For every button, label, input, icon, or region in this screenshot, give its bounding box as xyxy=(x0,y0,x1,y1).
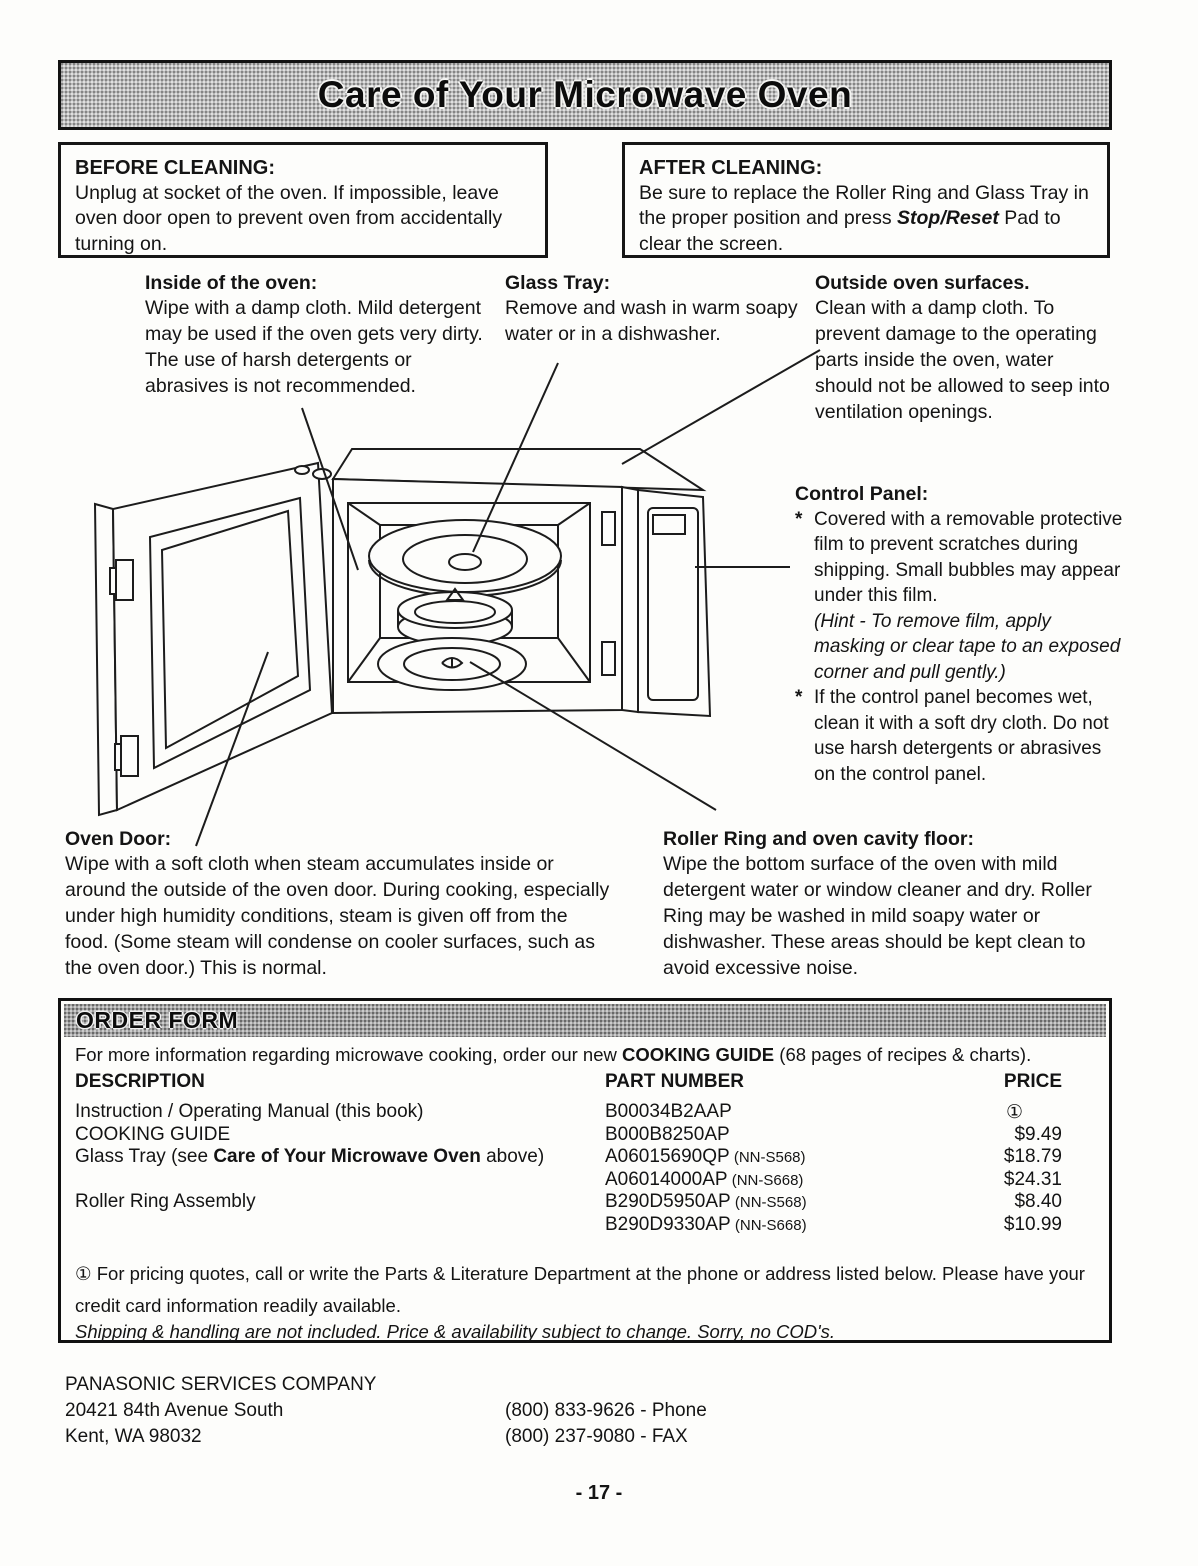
door-hinge-drawing xyxy=(121,736,138,776)
inside-oven-heading: Inside of the oven: xyxy=(145,272,318,294)
order-form-intro: For more information regarding microwave cooking, order our new COOKING GUIDE (68 pages of recipes & charts). xyxy=(75,1044,1032,1065)
order-form-banner xyxy=(64,1004,1106,1037)
before-cleaning-heading: BEFORE CLEANING: xyxy=(75,157,275,179)
row-price: $8.40 xyxy=(1014,1191,1062,1213)
page-number: - 17 - xyxy=(575,1482,623,1504)
after-cleaning-heading: AFTER CLEANING: xyxy=(639,157,823,179)
glass-tray-text: Remove and wash in warm soapy water or in a dishwasher. xyxy=(505,297,798,345)
row-description: Instruction / Operating Manual (this book) xyxy=(75,1101,424,1122)
roller-ring-heading: Roller Ring and oven cavity floor: xyxy=(663,828,974,850)
company-address-2: Kent, WA 98032 xyxy=(65,1426,202,1447)
title-banner xyxy=(58,60,1112,130)
control-panel-hint: (Hint - To remove film, apply masking or clear tape to an exposed corner and pull gently.) xyxy=(814,610,1121,683)
outside-surfaces-text: Clean with a damp cloth. To prevent damage to the operating parts inside the oven, water should not be allowed to seep into ventilation openings. xyxy=(815,297,1110,423)
control-panel-heading: Control Panel: xyxy=(795,483,929,505)
stop-reset-emphasis: Stop/Reset xyxy=(897,207,999,230)
column-price: PRICE xyxy=(1003,1071,1062,1092)
footnote-line-2: credit card information readily available. xyxy=(75,1295,401,1316)
fax-number: (800) 237-9080 - FAX xyxy=(505,1426,688,1447)
table-row xyxy=(75,1169,1062,1192)
note-roller-ring xyxy=(663,828,1123,982)
row-description: Glass Tray (see Care of Your Microwave Oven above) xyxy=(75,1146,545,1168)
table-row xyxy=(75,1124,1062,1147)
row-description: COOKING GUIDE xyxy=(75,1123,231,1145)
note-glass-tray xyxy=(505,272,805,348)
order-form-title: ORDER FORM xyxy=(76,1007,239,1033)
oven-door-text: Wipe with a soft cloth when steam accumulates inside or around the outside of the oven door. During cooking, especially under high humidity conditions, steam is given off from the food. (Some steam will condense on cooler surfaces, such as the oven door.) This is normal. xyxy=(65,853,610,979)
note-control-panel xyxy=(795,483,1125,787)
door-latch-slot xyxy=(602,642,615,675)
phone-number: (800) 833-9626 - Phone xyxy=(505,1400,707,1421)
table-row xyxy=(75,1214,1062,1237)
after-cleaning-text: Be sure to replace the Roller Ring and Glass Tray in the proper position and press Stop/Reset Pad to clear the screen. xyxy=(639,182,1089,255)
row-part-number: B290D9330AP (NN-S668) xyxy=(605,1213,807,1235)
company-name: PANASONIC SERVICES COMPANY xyxy=(65,1374,377,1395)
door-hinge-drawing xyxy=(116,560,133,600)
row-price: $24.31 xyxy=(1003,1168,1062,1190)
order-form xyxy=(58,998,1112,1343)
roller-ring-text: Wipe the bottom surface of the oven with mild detergent water or window cleaner and dry. Roller Ring may be washed in mild soapy water or dishwasher. These areas should be kept clean to avoid excessive noise. xyxy=(663,853,1092,979)
before-cleaning-box xyxy=(58,142,548,258)
footnote-line-1: ① For pricing quotes, call or write the Parts & Literature Department at the phone or address listed below. Please have your xyxy=(75,1263,1085,1284)
row-price: $10.99 xyxy=(1003,1213,1062,1235)
row-price: $9.49 xyxy=(1014,1123,1062,1145)
oven-door-drawing xyxy=(95,463,332,815)
table-row xyxy=(75,1146,1062,1169)
row-part-number: B00034B2AAP xyxy=(605,1101,732,1122)
table-row xyxy=(75,1101,1062,1124)
column-description: DESCRIPTION xyxy=(75,1071,205,1092)
oven-body-drawing xyxy=(333,449,710,716)
table-header-row xyxy=(75,1071,1062,1093)
row-part-number: B290D5950AP (NN-S568) xyxy=(605,1191,807,1213)
company-address-1: 20421 84th Avenue South xyxy=(65,1400,284,1421)
note-oven-door xyxy=(65,828,610,982)
page-title: Care of Your Microwave Oven xyxy=(317,74,853,115)
callout-line-outside-surfaces xyxy=(622,350,820,464)
order-form-rows xyxy=(75,1101,1062,1237)
row-part-number: A06014000AP (NN-S668) xyxy=(605,1168,804,1190)
table-row xyxy=(75,1191,1062,1214)
glass-tray-heading: Glass Tray: xyxy=(505,272,611,294)
column-part-number: PART NUMBER xyxy=(605,1071,744,1092)
outside-surfaces-heading: Outside oven surfaces. xyxy=(815,272,1030,294)
row-part-number: A06015690QP (NN-S568) xyxy=(605,1146,806,1168)
row-part-number: B000B8250AP xyxy=(605,1123,730,1145)
control-panel-bullet-1: * Covered with a removable protective film to prevent scratches during shipping. Small bubbles may appear under this film. (Hint - To remove film, apply masking or clear tape to an exposed corner and pull gently.) xyxy=(795,507,1125,685)
oven-door-heading: Oven Door: xyxy=(65,828,172,850)
row-price: $18.79 xyxy=(1003,1146,1062,1168)
roller-ring-drawing xyxy=(398,589,512,645)
door-latch-slot xyxy=(602,512,615,545)
row-price: ① xyxy=(1005,1102,1024,1123)
before-cleaning-text: Unplug at socket of the oven. If impossible, leave oven door open to prevent oven from accidentally turning on. xyxy=(75,182,503,255)
footnote-line-3: Shipping & handling are not included. Price & availability subject to change. Sorry, no COD's. xyxy=(75,1321,836,1342)
control-panel-bullet-2: * If the control panel becomes wet, clean it with a soft dry cloth. Do not use harsh detergents or abrasives on the control panel. xyxy=(795,687,1109,785)
after-cleaning-box xyxy=(622,142,1110,258)
row-description: Roller Ring Assembly xyxy=(75,1191,256,1213)
inside-oven-text: Wipe with a damp cloth. Mild detergent may be used if the oven gets very dirty. The use of harsh detergents or abrasives is not recommended. xyxy=(145,297,483,397)
